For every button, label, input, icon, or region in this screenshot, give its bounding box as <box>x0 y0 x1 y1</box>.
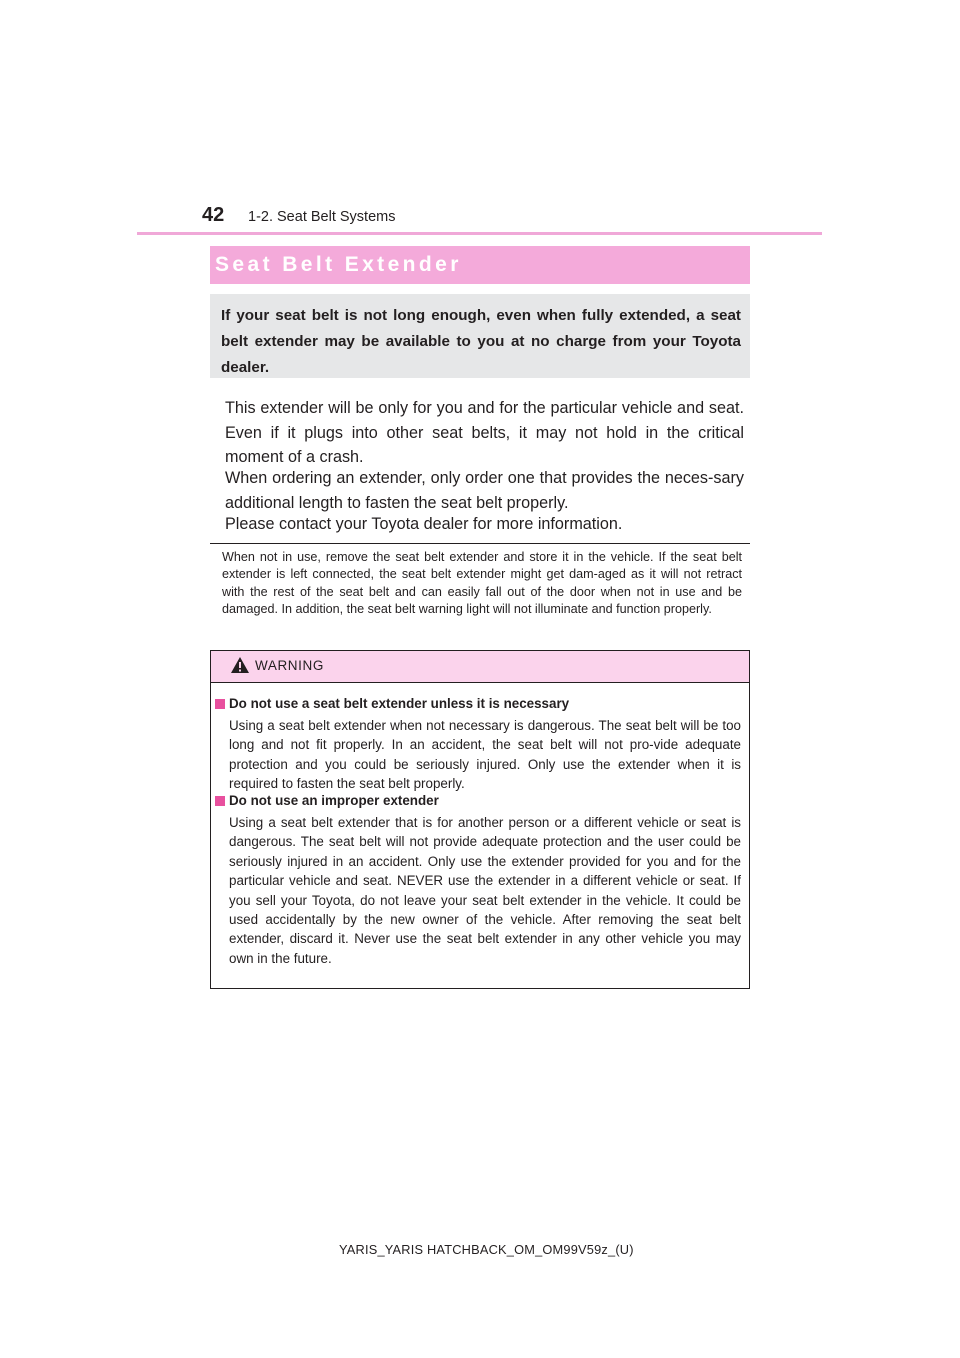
square-bullet-icon <box>215 699 225 709</box>
warning-item-heading-text: Do not use an improper extender <box>229 793 439 808</box>
header-divider <box>137 232 822 235</box>
page-number: 42 <box>202 204 225 226</box>
warning-triangle-icon <box>230 656 250 674</box>
warning-item-heading <box>211 695 749 713</box>
warning-header <box>211 651 749 683</box>
warning-item-body: Using a seat belt extender when not necessary is dangerous. The seat belt will be too long and not fit properly. In an accident, the seat belt will not pro-vide adequate protection and you could be seriously injured. Only use the extender when it is required to fasten the seat belt properly. <box>229 718 741 792</box>
square-bullet-icon <box>215 796 225 806</box>
warning-item-heading <box>211 792 749 810</box>
footer-document-code: YARIS_YARIS HATCHBACK_OM_OM99V59z_(U) <box>339 1242 634 1257</box>
warning-box <box>210 650 750 989</box>
warning-item-body: Using a seat belt extender that is for another person or a different vehicle or seat is dangerous. The seat belt will not provide adequate protection and the user could be seriously injured in an accident. Only use the extender provided for you and for the particular vehicle and seat. NEVER use the extender in a different vehicle or seat. If you sell your Toyota, do not leave your seat belt extender in the vehicle. It could be used accidentally by the new owner of the vehicle. After removing the seat belt extender, discard it. Never use the seat belt extender in any other vehicle you may own in the future. <box>229 815 741 966</box>
warning-item-1 <box>211 695 749 794</box>
page-title: Seat Belt Extender <box>215 253 462 276</box>
warning-item-2 <box>211 792 749 968</box>
body-paragraph-3: Please contact your Toyota dealer for more information. <box>225 515 623 533</box>
warning-label: WARNING <box>255 658 324 673</box>
warning-item-heading-text: Do not use a seat belt extender unless it is necessary <box>229 696 570 711</box>
intro-box: If your seat belt is not long enough, even when fully extended, a seat belt extender may be available to you at no charge from your Toyota dealer. <box>210 294 750 378</box>
note-divider <box>210 543 750 544</box>
note-text: When not in use, remove the seat belt extender and store it in the vehicle. If the seat belt extender is left connected, the seat belt extender might get dam-aged as it will not retract with the rest of the seat belt and can easily fall out of the door when not in use and be damaged. In addition, the seat belt warning light will not illuminate and function properly. <box>222 550 742 616</box>
section-title-bar <box>210 246 750 284</box>
body-paragraph-1: This extender will be only for you and for the particular vehicle and seat. Even if it plugs into other seat belts, it may not hold in the critical moment of a crash. <box>225 399 744 466</box>
section-label: 1-2. Seat Belt Systems <box>248 209 396 225</box>
body-paragraph-2: When ordering an extender, only order one that provides the neces-sary additional length to fasten the seat belt properly. <box>225 469 744 512</box>
